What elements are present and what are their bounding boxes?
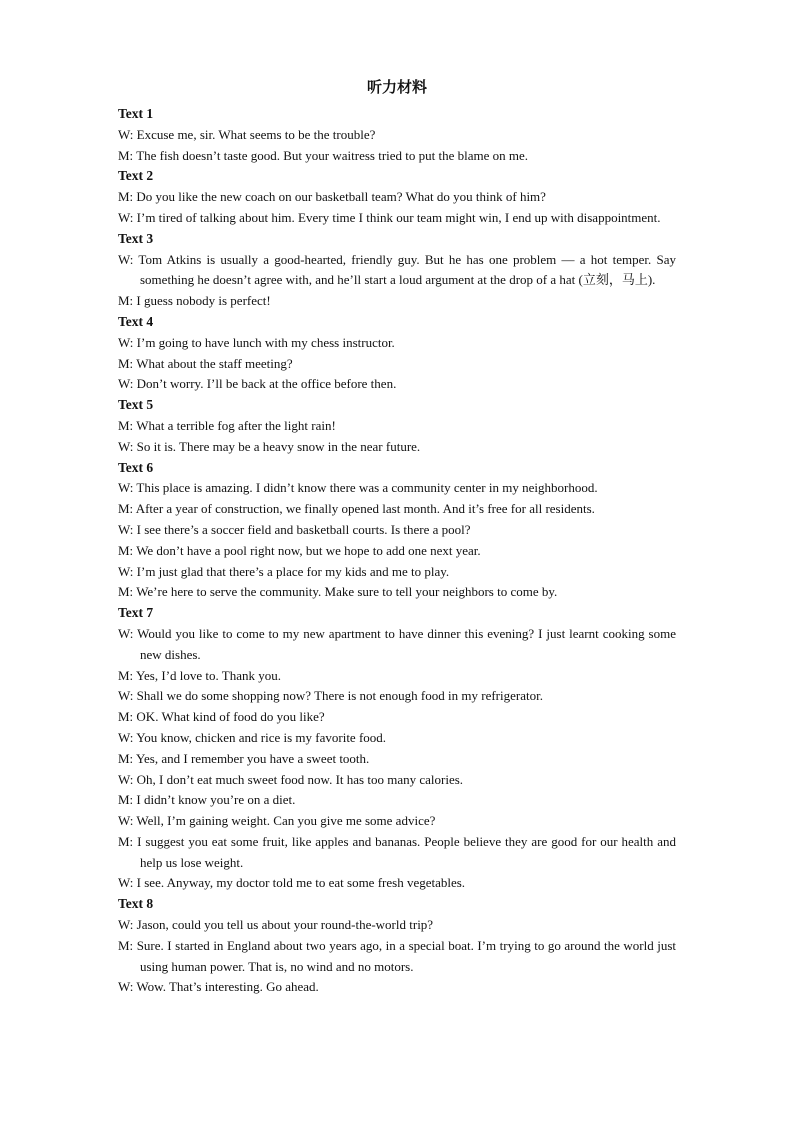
speaker-label: M: [118,501,134,517]
speaker-label: W: [118,688,134,704]
dialogue-line [118,146,676,167]
dialogue-line [118,562,676,583]
dialogue-line [118,333,676,354]
dialogue-text: Jason, could you tell us about your round-the-world trip? [136,917,434,933]
dialogue-text: I didn’t know you’re on a diet. [136,792,296,808]
dialogue-line [118,624,676,666]
speaker-label: W: [118,126,134,142]
dialogue-text: We’re here to serve the community. Make sure to tell your neighbors to come by. [136,584,558,600]
speaker-label: W: [118,875,134,891]
page-title: 听力材料 [366,78,427,96]
text-heading: Text 8 [118,896,154,912]
dialogue-line [118,728,676,749]
speaker-label: W: [118,813,134,829]
speaker-label: W: [118,771,134,787]
speaker-label: W: [118,729,134,745]
dialogue-text: You know, chicken and rice is my favorite food. [136,729,387,745]
dialogue-line [118,187,676,208]
text-heading: Text 4 [118,313,154,329]
speaker-label: W: [118,563,134,579]
dialogue-text: I guess nobody is perfect! [136,293,271,309]
dialogue-line [118,749,676,770]
dialogue-line [118,915,676,936]
dialogue-line [118,499,676,520]
dialogue-text: So it is. There may be a heavy snow in the near future. [136,438,421,454]
dialogue-text: I see there’s a soccer field and basketball courts. Is there a pool? [136,521,471,537]
dialogue-text: Yes, and I remember you have a sweet tooth. [135,750,370,766]
dialogue-text: I suggest you eat some fruit, like apples and bananas. People believe they are good for our health and help us lose weight. [137,833,676,870]
speaker-label: W: [118,334,134,350]
speaker-label: W: [118,251,134,267]
dialogue-text: What a terrible fog after the light rain! [136,417,336,433]
dialogue-text: This place is amazing. I didn’t know there was a community center in my neighborhood. [136,480,598,496]
dialogue-text: After a year of construction, we finally opened last month. And it’s free for all residents. [135,501,595,517]
dialogue-line [118,291,676,312]
speaker-label: W: [118,209,134,225]
dialogue-line [118,770,676,791]
speaker-label: M: [118,189,134,205]
dialogue-text: Oh, I don’t eat much sweet food now. It has too many calories. [136,771,464,787]
dialogue-text: I see. Anyway, my doctor told me to eat some fresh vegetables. [136,875,466,891]
dialogue-line [118,125,676,146]
dialogue-line [118,520,676,541]
dialogue-line [118,582,676,603]
dialogue-text: The fish doesn’t taste good. But your waitress tried to put the blame on me. [136,147,529,163]
dialogue-line [118,686,676,707]
dialogue-text: Excuse me, sir. What seems to be the trouble? [136,126,376,142]
dialogue-line [118,790,676,811]
speaker-label: M: [118,709,134,725]
speaker-label: M: [118,293,134,309]
dialogue-line [118,478,676,499]
dialogue-line [118,811,676,832]
dialogue-line [118,832,676,874]
dialogue-text: OK. What kind of food do you like? [136,709,325,725]
speaker-label: W: [118,480,134,496]
speaker-label: M: [118,542,134,558]
speaker-label: M: [118,792,134,808]
dialogue-text: Tom Atkins is usually a good-hearted, friendly guy. But he has one problem — a hot temper. Say something he doesn’t agree with, and he’ll start a loud argument at the drop of a hat (立刻，马上). [138,251,677,288]
dialogue-text: Well, I’m gaining weight. Can you give me some advice? [136,813,436,829]
text-heading: Text 6 [118,459,154,475]
speaker-label: W: [118,625,134,641]
dialogue-text: Don’t worry. I’ll be back at the office before then. [136,376,397,392]
dialogue-line [118,977,676,998]
transcript-body [118,104,676,998]
dialogue-line [118,936,676,978]
dialogue-text: Sure. I started in England about two years ago, in a special boat. I’m trying to go around the world just using human power. That is, no wind and no motors. [136,937,677,974]
dialogue-line [118,707,676,728]
speaker-label: M: [118,355,134,371]
text-heading: Text 3 [118,230,154,246]
dialogue-line [118,666,676,687]
speaker-label: M: [118,667,134,683]
dialogue-text: I’m going to have lunch with my chess instructor. [136,334,395,350]
dialogue-text: What about the staff meeting? [136,355,293,371]
speaker-label: M: [118,584,134,600]
dialogue-line [118,437,676,458]
text-heading: Text 1 [118,106,154,121]
dialogue-line [118,208,676,229]
dialogue-line [118,416,676,437]
text-heading: Text 5 [118,397,154,413]
dialogue-text: We don’t have a pool right now, but we hope to add one next year. [136,542,481,558]
speaker-label: M: [118,147,134,163]
speaker-label: W: [118,917,134,933]
dialogue-text: I’m just glad that there’s a place for my kids and me to play. [136,563,450,579]
dialogue-text: Shall we do some shopping now? There is not enough food in my refrigerator. [136,688,543,704]
speaker-label: W: [118,376,134,392]
dialogue-line [118,250,676,292]
text-heading: Text 7 [118,605,154,621]
dialogue-line [118,541,676,562]
text-heading: Text 2 [118,168,154,184]
speaker-label: M: [118,417,134,433]
speaker-label: W: [118,521,134,537]
dialogue-text: I’m tired of talking about him. Every time I think our team might win, I end up with disappointment. [136,209,661,225]
dialogue-line [118,374,676,395]
dialogue-text: Do you like the new coach on our basketball team? What do you think of him? [136,189,546,205]
dialogue-text: Would you like to come to my new apartment to have dinner this evening? I just learnt cooking some new dishes. [137,625,676,662]
speaker-label: M: [118,833,134,849]
dialogue-text: Wow. That’s interesting. Go ahead. [136,979,319,995]
speaker-label: W: [118,979,134,995]
dialogue-line [118,354,676,375]
speaker-label: M: [118,750,134,766]
speaker-label: M: [118,937,134,953]
speaker-label: W: [118,438,134,454]
dialogue-text: Yes, I’d love to. Thank you. [135,667,281,683]
dialogue-line [118,873,676,894]
